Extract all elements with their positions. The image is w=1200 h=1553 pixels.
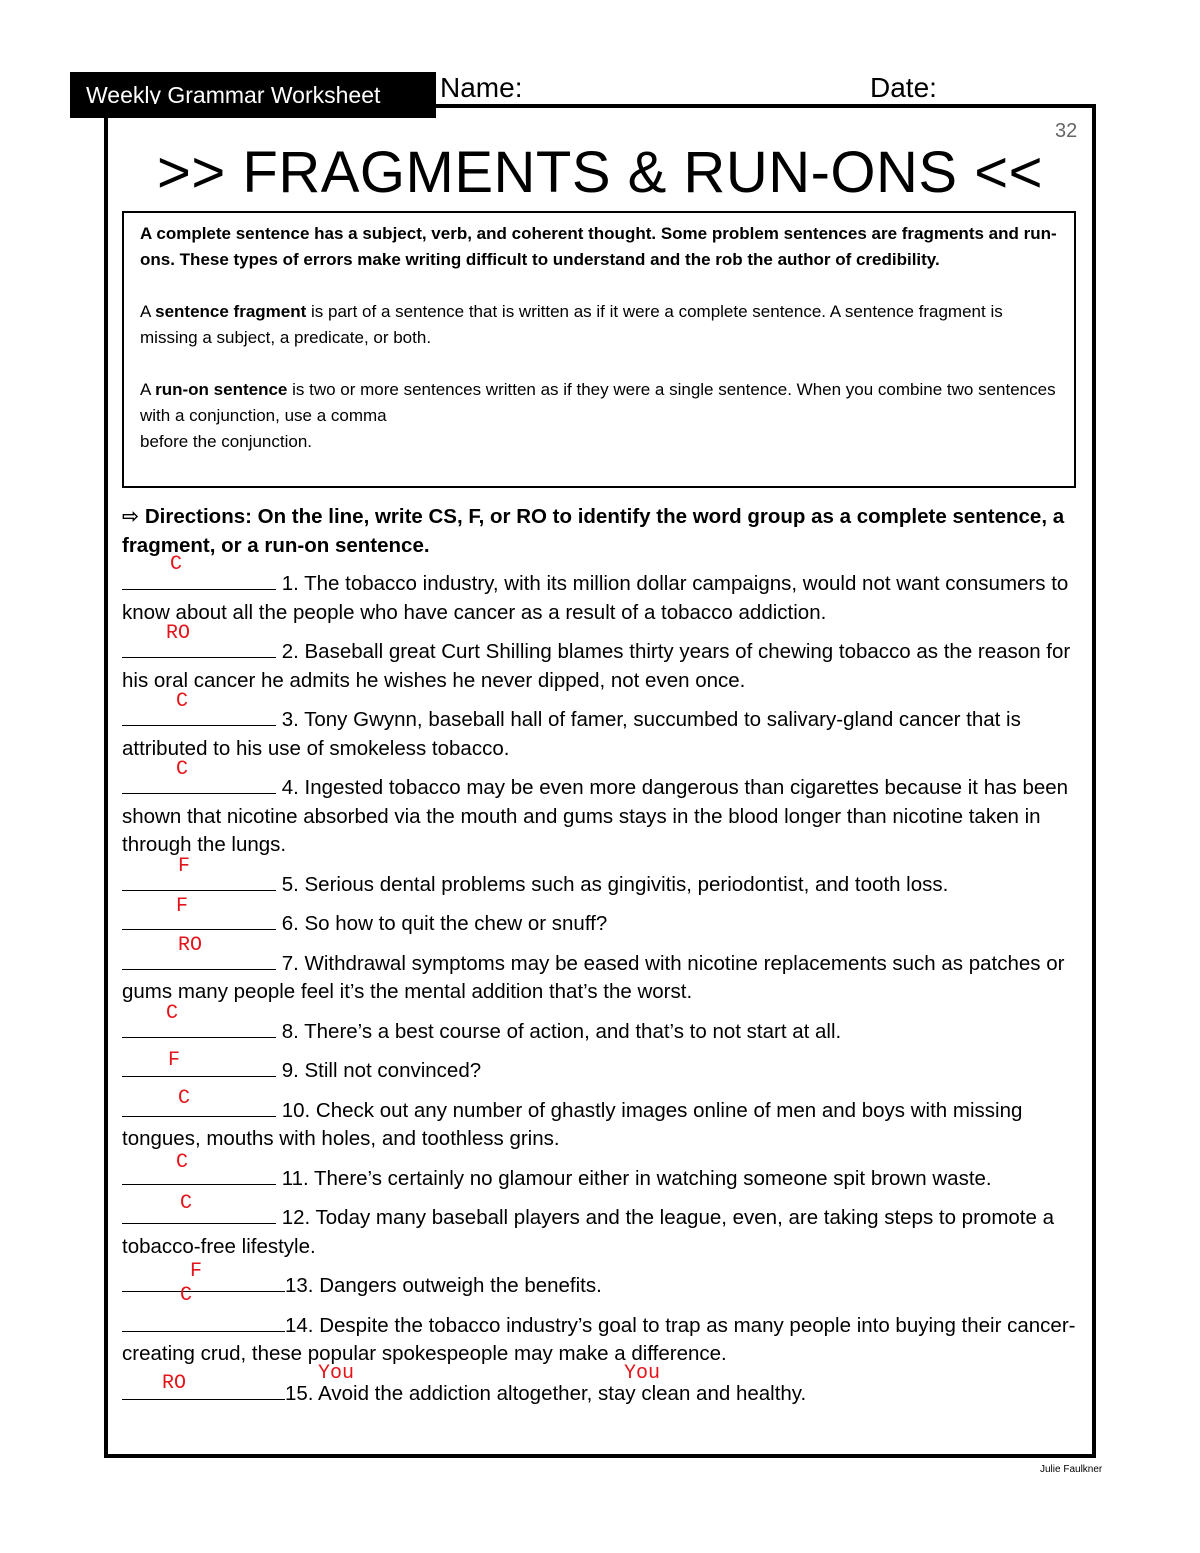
question-item: 7. Withdrawal symptoms may be eased with nicotine replacements such as patches or gums many people feel it’s the mental addition that’s the worst. RO <box>122 933 1065 1003</box>
fragment-definition: A sentence fragment is part of a sentence that is written as if it were a complete sentence. A sentence fragment is missing a subject, a predicate, or both. <box>140 302 1003 347</box>
handwritten-answer: C <box>176 690 189 713</box>
question-item: 13. Dangers outweigh the benefits. F <box>122 1272 1082 1301</box>
directions: ⇨ Directions: On the line, write CS, F, or RO to identify the word group as a complete sentence, a fragment, or a run-on sentence. <box>122 505 1065 557</box>
runon-definition: A run-on sentence is two or more sentences written as if they were a single sentence. When you combine two sentences with a conjunction, use a comma before the conjunction. <box>140 380 1056 451</box>
intro-text: A complete sentence has a subject, verb, and coherent thought. Some problem sentences are fragments and run-ons. These types of errors make writing difficult to understand and the rob the author of credibility. <box>140 224 1057 269</box>
handwritten-answer: C <box>176 758 189 781</box>
question-item: 11. There’s certainly no glamour either in watching someone spit brown waste. C <box>122 1165 1082 1194</box>
worksheet-label: Weekly Grammar Worksheet <box>70 72 436 118</box>
answer-line[interactable] <box>122 1020 276 1038</box>
question-item: 6. So how to quit the chew or snuff? F <box>122 910 1082 939</box>
answer-line[interactable] <box>122 1167 276 1185</box>
handwritten-answer: F <box>178 854 191 878</box>
answer-line[interactable] <box>122 708 276 726</box>
handwritten-answer: C <box>178 1086 191 1110</box>
handwritten-answer: F <box>176 895 189 918</box>
handwritten-correction: You <box>318 1361 355 1385</box>
answer-line[interactable] <box>122 1206 276 1224</box>
answer-line[interactable] <box>122 776 276 794</box>
page-title: >> FRAGMENTS & RUN-ONS << <box>157 140 1043 205</box>
answer-line[interactable] <box>122 640 276 658</box>
answer-line[interactable] <box>122 1382 285 1400</box>
question-item: 5. Serious dental problems such as gingivitis, periodontist, and tooth loss. F <box>122 871 1082 900</box>
handwritten-answer: C <box>176 1150 189 1174</box>
handwritten-answer: C <box>180 1192 193 1215</box>
handwritten-answer: RO <box>178 933 203 957</box>
runon-term: run-on sentence <box>155 380 288 399</box>
page-number: 32 <box>1055 120 1078 142</box>
answer-line[interactable] <box>122 1059 276 1077</box>
question-item: 10. Check out any number of ghastly images online of men and boys with missing tongues, mouths with holes, and toothless grins. C <box>122 1086 1023 1150</box>
answer-line[interactable] <box>122 572 276 590</box>
answer-line[interactable] <box>122 1314 285 1332</box>
date-label: Date: <box>870 72 937 103</box>
question-item: 12. Today many baseball players and the league, even, are taking steps to promote a tobacco-free lifestyle. C <box>122 1192 1054 1258</box>
handwritten-answer: C <box>180 1283 193 1307</box>
handwritten-answer: RO <box>166 622 191 645</box>
question-item: 9. Still not convinced? F <box>122 1057 1082 1086</box>
answer-line[interactable] <box>122 912 276 930</box>
question-item: 3. Tony Gwynn, baseball hall of famer, succumbed to salivary-gland cancer that is attributed to his use of smokeless tobacco. C <box>122 690 1021 760</box>
fragment-term: sentence fragment <box>155 302 307 321</box>
question-item: 1. The tobacco industry, with its million dollar campaigns, would not want consumers to know about all the people who have cancer as a result of a tobacco addiction. C <box>122 553 1069 624</box>
answer-line[interactable] <box>122 1099 276 1117</box>
question-item: 15. Avoid the addiction altogether, stay clean and healthy. RO You You <box>122 1380 1082 1409</box>
answer-line[interactable] <box>122 873 276 891</box>
handwritten-answer: C <box>170 553 183 576</box>
author-credit: Julie Faulkner <box>1040 1464 1103 1475</box>
question-item: 4. Ingested tobacco may be even more dangerous than cigarettes because it has been shown that nicotine absorbed via the mouth and gums stays in the blood longer than nicotine taken in through the lungs. C <box>122 758 1069 856</box>
question-item: 2. Baseball great Curt Shilling blames thirty years of chewing tobacco as the reason for his oral cancer he admits he wishes he never dipped, not even once. RO <box>122 622 1071 692</box>
handwritten-answer: F <box>168 1049 181 1072</box>
handwritten-correction: You <box>624 1361 661 1385</box>
handwritten-answer: F <box>190 1260 203 1283</box>
question-item: 8. There’s a best course of action, and that’s to not start at all. C <box>122 1018 1082 1047</box>
question-item: 14. Despite the tobacco industry’s goal to trap as many people into buying their cancer-creating crud, these popular spokespeople may make a difference. C <box>122 1283 1076 1365</box>
name-label: Name: <box>440 72 523 103</box>
answer-line[interactable] <box>122 1274 285 1292</box>
exercise <box>122 503 1082 1419</box>
handwritten-answer: C <box>166 1001 179 1025</box>
handwritten-answer: RO <box>162 1371 187 1395</box>
definition-box <box>122 211 1076 488</box>
